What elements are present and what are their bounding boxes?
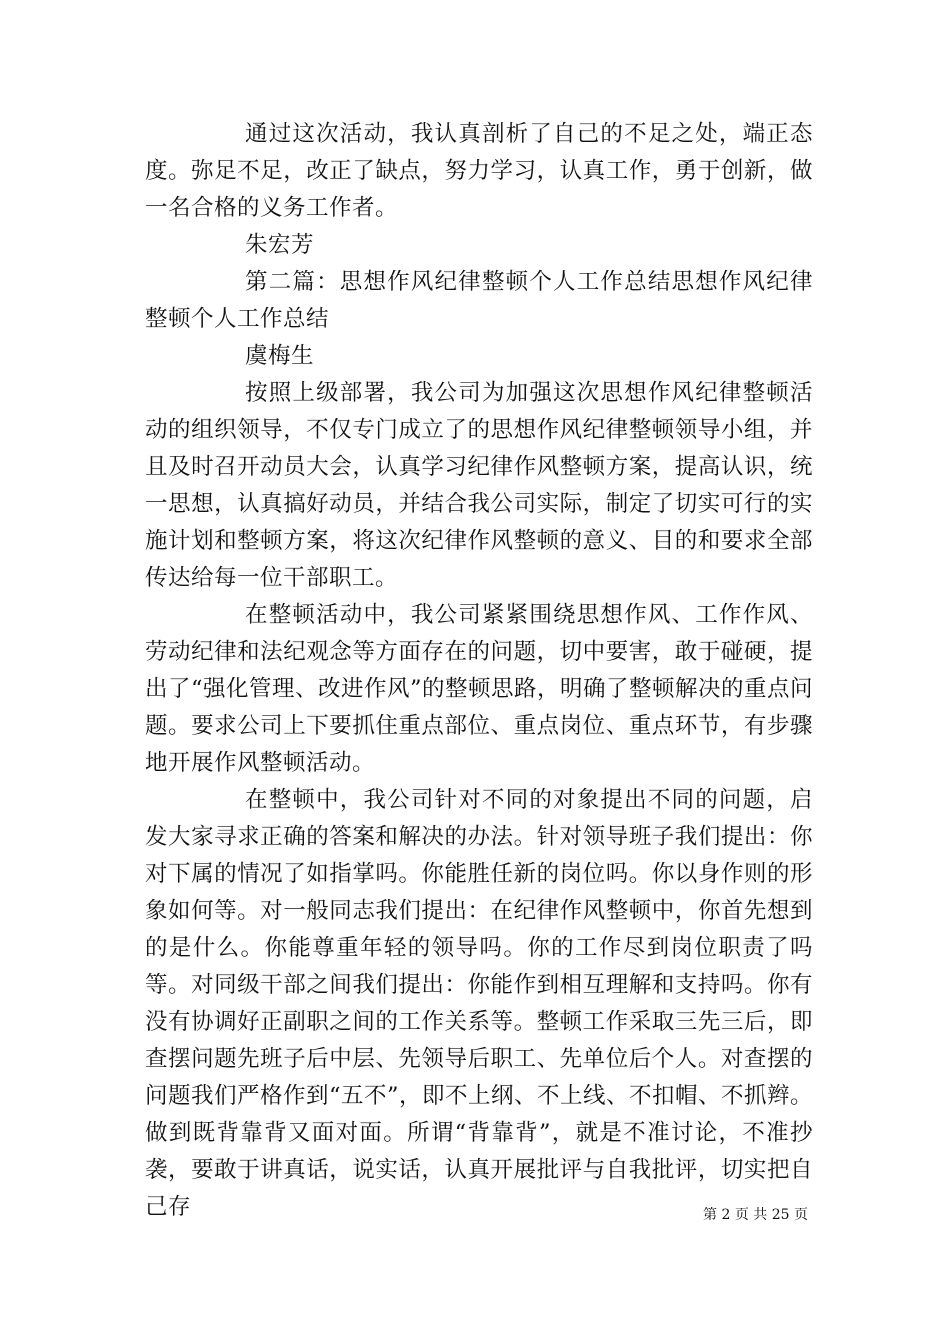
paragraph-deployment: 按照上级部署，我公司为加强这次思想作风纪律整顿活动的组织领导，不仅专门成立了的思想作风纪律整顿领导小组，并且及时召开动员大会，认真学习纪律作风整顿方案，提高认识，统一思想，认真搞好动员，并结合我公司实际，制定了切实可行的实施计划和整顿方案，将这次纪律作风整顿的意义、目的和要求全部传达给每一位干部职工。 bbox=[145, 380, 813, 591]
author-name-zhu: 朱宏芳 bbox=[245, 232, 315, 258]
section-title-second: 第二篇：思想作风纪律整顿个人工作总结思想作风纪律整顿个人工作总结 bbox=[145, 269, 813, 332]
paragraph-activity-summary: 通过这次活动，我认真剖析了自己的不足之处，端正态度。弥足不足，改正了缺点，努力学习，认真工作，勇于创新，做一名合格的义务工作者。 bbox=[145, 121, 813, 221]
paragraph-rectification-activity: 在整顿活动中，我公司紧紧围绕思想作风、工作作风、劳动纪律和法纪观念等方面存在的问题，切中要害，敢于碰硬，提出了“强化管理、改进作风”的整顿思路，明确了整顿解决的重点问题。要求公司上下要抓住重点部位、重点岗位、重点环节，有步骤地开展作风整顿活动。 bbox=[145, 602, 814, 776]
paragraph-rectification-questions: 在整顿中，我公司针对不同的对象提出不同的问题，启发大家寻求正确的答案和解决的办法。针对领导班子我们提出：你对下属的情况了如指掌吗。你能胜任新的岗位吗。你以身作则的形象如何等。对一般同志我们提出：在纪律作风整顿中，你首先想到的是什么。你能尊重年轻的领导吗。你的工作尽到岗位职责了吗等。对同级干部之间我们提出：你能作到相互理解和支持吗。你有没有协调好正副职之间的工作关系等。整顿工作采取三先三后，即查摆问题先班子后中层、先领导后职工、先单位后个人。对查摆的问题我们严格作到“五不”，即不上纲、不上线、不扣帽、不抓辫。做到既背靠背又面对面。所谓“背靠背”，就是不准讨论，不准抄袭，要敢于讲真话，说实话，认真开展批评与自我批评，切实把自己存 bbox=[145, 787, 814, 1220]
author-name-yu: 虞梅生 bbox=[245, 343, 315, 369]
document-body bbox=[145, 116, 813, 1226]
page-number: 第 2 页 共 25 页 bbox=[703, 1207, 808, 1223]
